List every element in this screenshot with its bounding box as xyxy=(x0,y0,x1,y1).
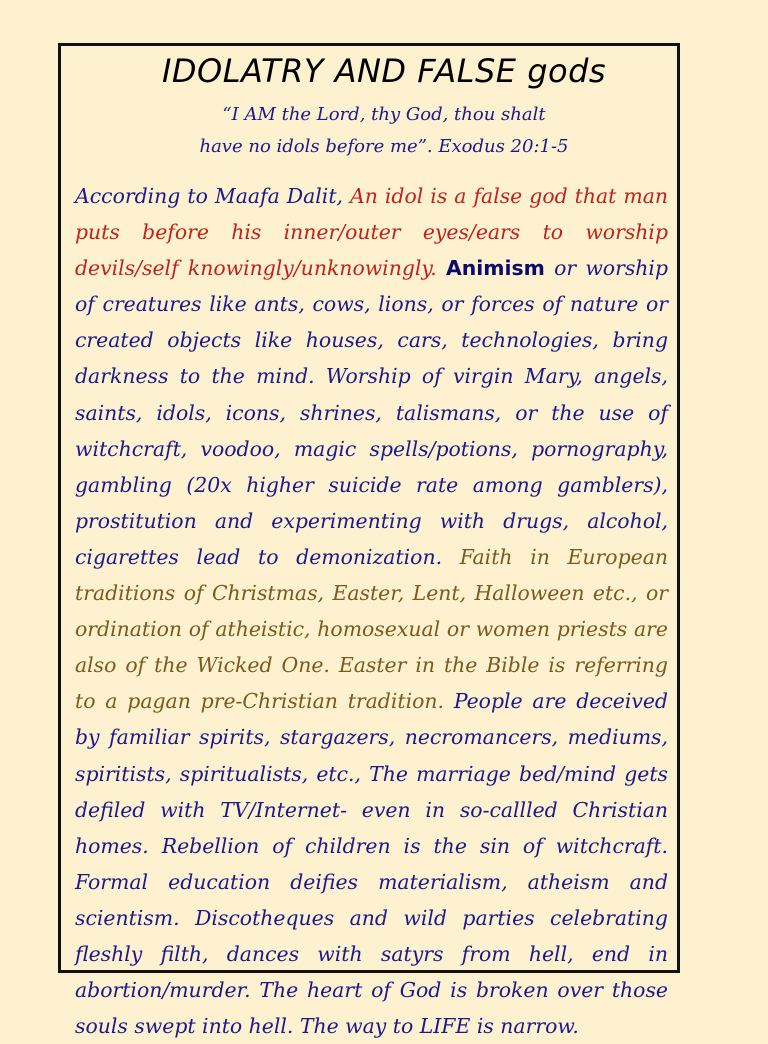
intro-text: According to Maafa Dalit, xyxy=(75,184,351,208)
idol-definition-text: An idol is a false god that man puts before his inner/outer eyes/ears to worship devils/self knowingly/unknowingly. xyxy=(75,184,668,281)
scripture-quote-line-2: have no idols before me”. Exodus 20:1-5 xyxy=(199,136,569,157)
body-paragraph xyxy=(75,178,668,1044)
animism-term: Animism xyxy=(445,256,545,281)
conclusion-text: People are deceived by familiar spirits, stargazers, necromancers, mediums, spiritists, spiritualists, etc., The marriage bed/mind gets defiled with TV/Internet- even in so-callled Christian homes. Rebellion of children is the sin of witchcraft. Formal education deifies materialism, atheism and scientism. Discotheques and wild parties celebrating fleshly filth, dances with satyrs from hell, end in abortion/murder. The heart of God is broken over those souls swept into hell. The way to LIFE is narrow. xyxy=(75,689,668,1039)
animism-text: or worship of creatures like ants, cows, lions, or forces of nature or created objects like houses, cars, technologies, bring darkness to the mind. Worship of virgin Mary, angels, saints, idols, icons, shrines, talismans, or the use of witchcraft, voodoo, magic spells/potions, pornography, gambling (20x higher suicide rate among gamblers), prostitution and experimenting with drugs, alcohol, cigarettes lead to demonization. xyxy=(75,256,669,569)
document-title: IDOLATRY AND FALSE gods xyxy=(161,52,607,90)
traditions-text: Faith in European traditions of Christmas, Easter, Lent, Halloween etc., or ordination of atheistic, homosexual or women priests are also of the Wicked One. Easter in the Bible is referring to a pagan pre-Christian tradition. xyxy=(75,544,668,714)
scripture-quote-line-1: “I AM the Lord, thy God, thou shalt xyxy=(222,104,546,125)
